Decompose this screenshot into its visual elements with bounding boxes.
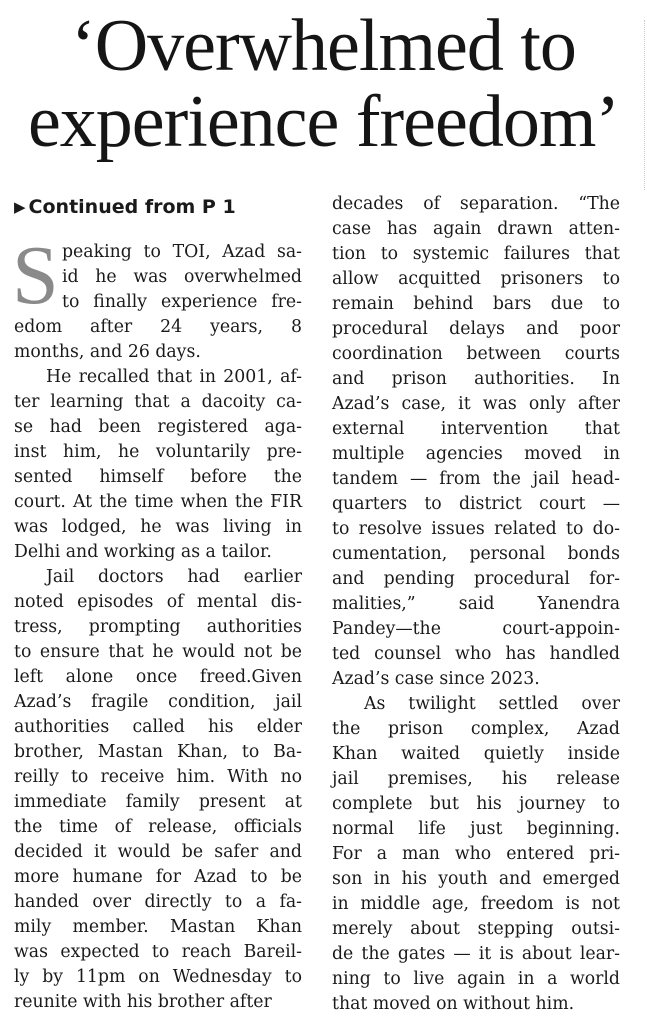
text-line: de the gates — it is about lear- [332,944,620,964]
text-line: Azad’s case, it was only after [332,394,620,414]
text-line: procedural delays and poor [332,319,620,339]
text-line: immediate family present at [14,792,302,812]
text-line: court. At the time when the FIR [14,492,302,512]
paragraph [332,192,620,692]
text-line: was expected to reach Bareil- [14,942,302,962]
text-line: mily member. Mastan Khan [14,917,302,937]
text-line: decades of separation. “The [332,194,620,214]
text-line: son in his youth and emerged [332,869,620,889]
text-line: ter learning that a dacoity ca- [14,392,302,412]
text-line: handed over directly to a fa- [14,892,302,912]
text-line: ning to live again in a world [332,969,620,989]
text-line: Khan waited quietly inside [332,744,620,764]
text-line: left alone once freed.Given [14,667,302,687]
headline-line-2: experience freedom’ [27,81,620,163]
text-line: ted counsel who has handled [332,644,620,664]
text-line: coordination between courts [332,344,620,364]
text-line: Azad’s case since 2023. [332,669,540,689]
text-line: external intervention that [332,419,620,439]
text-line: complete but his journey to [332,794,620,814]
drop-cap: S [12,229,59,322]
text-line: normal life just beginning. [332,819,620,839]
continued-from-kicker [14,194,302,220]
text-line: jail premises, his release [332,769,620,789]
text-line: months, and 26 days. [14,342,201,362]
play-arrow-icon: ▶ [14,198,26,216]
text-line: cumentation, personal bonds [332,544,620,564]
text-line: to ensure that he would not be [14,642,302,662]
left-column-paragraphs [12,229,302,1015]
text-line: case has again drawn atten- [332,219,620,239]
text-line: allow acquitted prisoners to [332,269,620,289]
paragraph [14,565,302,1015]
text-line: Jail doctors had earlier [46,567,302,587]
text-line: sented himself before the [14,467,302,487]
text-line: Delhi and working as a tailor. [14,542,272,562]
text-line: tion to systemic failures that [332,244,620,264]
text-line: inst him, he voluntarily pre- [14,442,302,462]
text-line: merely about stepping outsi- [332,919,620,939]
text-line: brother, Mastan Khan, to Ba- [14,742,302,762]
text-line: As twilight settled over [364,694,620,714]
paragraph [332,692,620,1017]
article-body [14,192,622,1022]
text-line: quarters to district court — [332,494,620,514]
text-line: He recalled that in 2001, af- [46,367,302,387]
right-column [332,192,620,1017]
right-column-paragraphs [332,192,620,1017]
headline [0,5,647,163]
text-line: se had been registered aga- [14,417,302,437]
text-line: the prison complex, Azad [332,719,620,739]
text-line: reilly to receive him. With no [14,767,302,787]
text-line: Azad’s fragile condition, jail [14,692,302,712]
text-line: multiple agencies moved in [332,444,620,464]
text-line: tandem — from the jail head- [332,469,620,489]
text-line: that moved on without him. [332,994,575,1014]
text-line: id he was overwhelmed [62,267,302,287]
text-line: to finally experience fre- [62,292,302,312]
left-column [14,192,302,1015]
text-line: decided it would be safer and [14,842,302,862]
text-line: noted episodes of mental dis- [14,592,302,612]
paragraph [12,229,302,365]
text-line: and pending procedural for- [332,569,620,589]
text-line: to resolve issues related to do- [332,519,620,539]
text-line: Pandey—the court-appoin- [332,619,620,639]
kicker-text: Continued from P 1 [28,196,236,218]
text-line: malities,” said Yanendra [332,594,620,614]
text-line: edom after 24 years, 8 [14,317,302,337]
text-line: reunite with his brother after [14,992,272,1012]
text-line: remain behind bars due to [332,294,620,314]
text-line: ly by 11pm on Wednesday to [14,967,302,987]
text-line: the time of release, officials [14,817,302,837]
text-line: For a man who entered pri- [332,844,620,864]
text-line: authorities called his elder [14,717,302,737]
headline-line-1: ‘Overwhelmed to [71,5,576,87]
text-line: peaking to TOI, Azad sa- [62,242,302,262]
text-line: in middle age, freedom is not [332,894,620,914]
text-line: tress, prompting authorities [14,617,302,637]
text-line: was lodged, he was living in [14,517,302,537]
text-line: and prison authorities. In [332,369,620,389]
text-line: more humane for Azad to be [14,867,302,887]
paragraph [14,365,302,565]
page-edge-marks [638,20,645,190]
